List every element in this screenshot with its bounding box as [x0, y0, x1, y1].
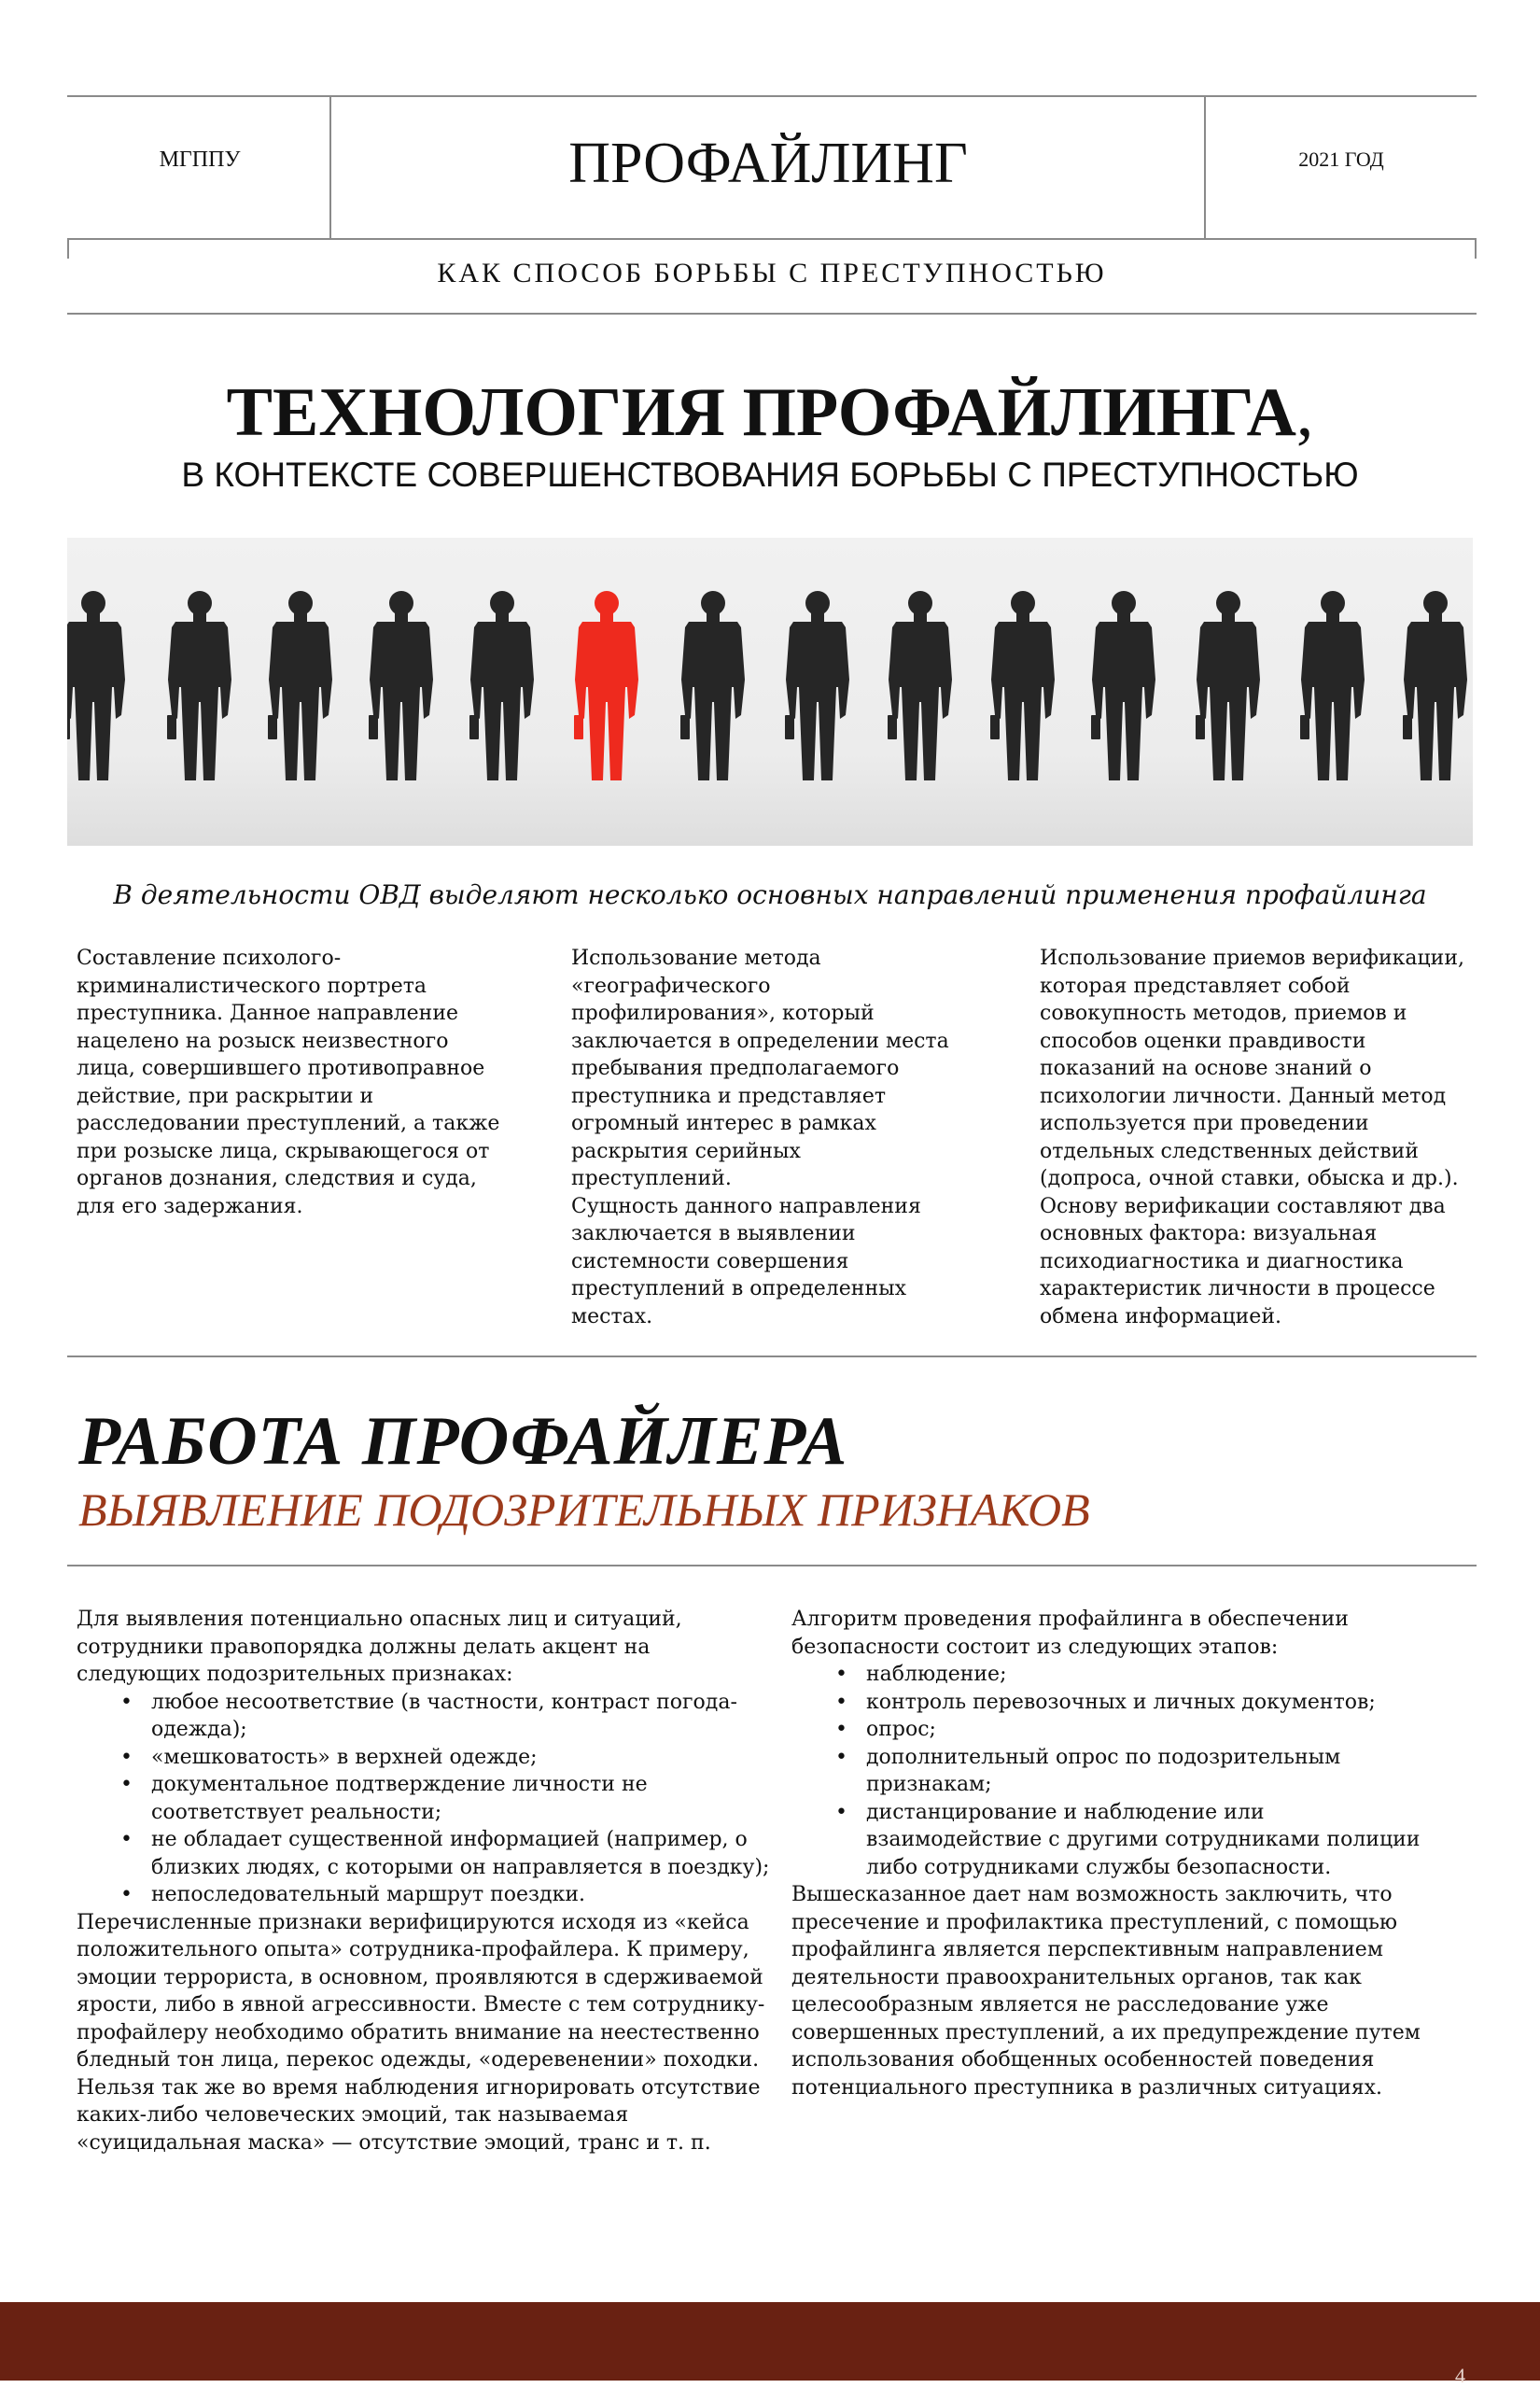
text-line: совершенных преступлений, а их предупреждение путем: [791, 2020, 1421, 2044]
text-line: раскрытия серийных преступлений.: [571, 1139, 801, 1190]
silhouette: [67, 591, 125, 780]
list-item: [866, 1744, 1482, 1799]
text-line: соответствует реальности;: [151, 1800, 442, 1824]
text-line: • документальное подтверждение личности не: [151, 1773, 648, 1796]
text-line: основных фактора: визуальная: [1040, 1222, 1378, 1245]
text-line: Перечисленные признаки верифицируются исходя из «кейса: [77, 1910, 749, 1934]
text-line: • опрос;: [866, 1718, 936, 1741]
masthead-subtitle-rule: [67, 313, 1477, 315]
text-line: деятельности правоохранительных органов, так как: [791, 1965, 1362, 1989]
text-line: близких людях, с которыми он направляется в поездку);: [151, 1855, 770, 1879]
text-line: заключается в выявлении: [571, 1222, 856, 1245]
text-line: способов оценки правдивости: [1040, 1029, 1366, 1053]
text-line: • любое несоответствие (в частности, контраст погода-: [151, 1690, 737, 1714]
text-line: • наблюдение;: [866, 1663, 1007, 1686]
headline-comma: ,: [1295, 374, 1314, 451]
text-line: положительного опыта» сотрудника-профайлера. К примеру,: [77, 1938, 749, 1961]
silhouette: [1403, 591, 1467, 780]
silhouette: [785, 591, 849, 780]
masthead-title: ПРОФАЙЛИНГ: [568, 132, 968, 195]
text-line: местах.: [571, 1304, 653, 1328]
list-item: [151, 1881, 786, 1909]
text-line: пребывания предполагаемого: [571, 1057, 900, 1080]
list-item: [151, 1744, 786, 1772]
text-line: преступника и представляет: [571, 1084, 887, 1108]
text-line: обмена информацией.: [1040, 1304, 1281, 1328]
list-item: [151, 1826, 786, 1881]
text-line: отдельных следственных действий: [1040, 1139, 1419, 1163]
section-divider-top: [67, 1356, 1477, 1357]
lead-sentence: В деятельности ОВД выделяют несколько основных направлений применения профайлинга: [113, 879, 1427, 910]
page-number: 4: [1455, 2364, 1465, 2387]
list-item: [151, 1771, 786, 1826]
list-item: [866, 1716, 1482, 1744]
footer-bar: [0, 2302, 1540, 2381]
text-line: «суицидальная маска» — отсутствие эмоций, транс и т. п.: [77, 2130, 711, 2155]
text-line: Использование метода: [571, 947, 821, 970]
text-line: целесообразным является не расследование уже: [791, 1993, 1329, 2016]
text-line: системности совершения: [571, 1249, 849, 1273]
section-title: РАБОТА ПРОФАЙЛЕРА: [78, 1403, 848, 1480]
text-line: лица, совершившего противоправное: [77, 1057, 485, 1080]
silhouette: [990, 591, 1055, 780]
text-line: используется при проведении: [1040, 1112, 1369, 1135]
silhouette: [1300, 591, 1365, 780]
year-label: 2021 ГОД: [1298, 147, 1384, 171]
section-subtitle: ВЫЯВЛЕНИЕ ПОДОЗРИТЕЛЬНЫХ ПРИЗНАКОВ: [78, 1483, 1090, 1536]
silhouette: [268, 591, 332, 780]
text-line: • «мешковатость» в верхней одежде;: [151, 1745, 538, 1769]
closing-paragraph: [77, 1909, 786, 2157]
silhouette: [680, 591, 745, 780]
text-line: каких-либо человеческих эмоций, так называемая: [77, 2103, 629, 2127]
list-item: [151, 1689, 786, 1744]
text-line: потенциального преступника в различных ситуациях.: [791, 2075, 1383, 2100]
text-line: показаний на основе знаний о: [1040, 1057, 1372, 1080]
text-line: нацелено на розыск неизвестного: [77, 1029, 449, 1053]
text-line: следующих подозрительных признаках:: [77, 1663, 513, 1686]
section-divider-bottom: [67, 1565, 1477, 1566]
text-line: Составление психолого-: [77, 947, 342, 970]
silhouette: [888, 591, 952, 780]
text-line: преступника. Данное направление: [77, 1002, 458, 1025]
text-line: эмоции террориста, в основном, проявляются в сдерживаемой: [77, 1965, 763, 1989]
text-line: Алгоритм проведения профайлинга в обеспечении: [791, 1608, 1349, 1631]
text-line: расследовании преступлений, а также: [77, 1112, 500, 1135]
text-line: огромный интерес в рамках: [571, 1112, 876, 1135]
silhouette: [1091, 591, 1155, 780]
text-line: Использование приемов верификации,: [1040, 947, 1464, 970]
text-line: ярости, либо в явной агрессивности. Вместе с тем сотруднику-: [77, 1993, 765, 2016]
list-item: [866, 1661, 1482, 1689]
text-line: «географического: [571, 974, 771, 998]
intro-paragraph: [77, 1606, 786, 1689]
masthead-bottom-rule: [67, 238, 1477, 240]
text-line: • дистанцирование и наблюдение или: [866, 1800, 1265, 1824]
column-verification: [1040, 945, 1478, 1330]
text-line: профилирования», который: [571, 1002, 875, 1025]
text-line: • непоследовательный маршрут поездки.: [151, 1883, 586, 1906]
suspicious-signs-text: [77, 1606, 786, 2156]
masthead-edge-left: [67, 238, 69, 259]
column-psych-portrait: [77, 945, 525, 1220]
text-line: заключается в определении места: [571, 1029, 949, 1053]
text-line: • дополнительный опрос по подозрительным: [866, 1745, 1341, 1769]
text-line: Вышесказанное дает нам возможность заключить, что: [791, 1883, 1393, 1906]
masthead-top-rule: [67, 95, 1477, 97]
text-line: действие, при раскрытии и: [77, 1084, 374, 1108]
text-line: Основу верификации составляют два: [1040, 1194, 1446, 1218]
bullet-list: [791, 1661, 1482, 1881]
text-line: (допроса, очной ставки, обыска и др.).: [1040, 1167, 1459, 1190]
hero-image: [67, 538, 1473, 846]
masthead-subtitle: КАК СПОСОБ БОРЬБЫ С ПРЕСТУПНОСТЬЮ: [437, 258, 1107, 288]
profiling-algorithm-text: [791, 1606, 1482, 2101]
silhouette: [167, 591, 231, 780]
text-line: характеристик личности в процессе: [1040, 1277, 1435, 1300]
text-line: Сущность данного направления: [571, 1194, 921, 1218]
text-line: при розыске лица, скрывающегося от: [77, 1139, 490, 1163]
text-line: преступлений в определенных: [571, 1277, 907, 1300]
text-line: использования обобщенных особенностей поведения: [791, 2048, 1375, 2072]
text-line: психодиагностика и диагностика: [1040, 1249, 1404, 1273]
text-line: Нельзя так же во время наблюдения игнорировать отсутствие: [77, 2075, 761, 2100]
text-line: совокупность методов, приемов и: [1040, 1002, 1407, 1025]
page-subheadline: В КОНТЕКСТЕ СОВЕРШЕНСТВОВАНИЯ БОРЬБЫ С ПРЕСТУПНОСТЬЮ: [181, 456, 1359, 494]
text-line: взаимодействие с другими сотрудниками полиции: [866, 1828, 1421, 1851]
closing-paragraph: [791, 1881, 1482, 2101]
text-line: криминалистического портрета: [77, 974, 427, 998]
text-line: признакам;: [866, 1773, 992, 1796]
headline-main: ТЕХНОЛОГИЯ ПРОФАЙЛИНГА: [226, 374, 1296, 451]
text-line: профайлинга является перспективным направлением: [791, 1938, 1383, 1961]
list-item: [866, 1799, 1482, 1882]
text-line: • контроль перевозочных и личных документов;: [866, 1690, 1376, 1714]
page-headline: [0, 373, 1540, 453]
silhouette: [469, 591, 534, 780]
text-line: которая представляет собой: [1040, 974, 1351, 998]
text-line: профайлеру необходимо обратить внимание на неестественно: [77, 2020, 760, 2044]
text-line: одежда);: [151, 1718, 247, 1741]
text-line: органов дознания, следствия и суда,: [77, 1167, 477, 1190]
silhouette: [369, 591, 433, 780]
masthead-edge-right: [1475, 238, 1477, 259]
text-line: бледный тон лица, перекос одежды, «одеревенении» походки.: [77, 2048, 760, 2072]
highlighted-silhouette: [574, 591, 638, 780]
list-item: [866, 1689, 1482, 1717]
silhouette-row-illustration: [67, 538, 1473, 846]
text-line: сотрудники правопорядка должны делать акцент на: [77, 1635, 651, 1659]
text-line: • не обладает существенной информацией (например, о: [151, 1828, 748, 1851]
institution-label: МГППУ: [159, 147, 241, 172]
text-line: безопасности состоит из следующих этапов:: [791, 1635, 1279, 1659]
bullet-list: [77, 1689, 786, 1909]
text-line: пресечение и профилактика преступлений, с помощью: [791, 1910, 1398, 1934]
intro-paragraph: [791, 1606, 1482, 1661]
text-line: либо сотрудниками службы безопасности.: [866, 1855, 1332, 1879]
silhouette: [1196, 591, 1260, 780]
text-line: для его задержания.: [77, 1194, 303, 1218]
column-geo-profiling: [571, 945, 963, 1330]
text-line: Для выявления потенциально опасных лиц и ситуаций,: [77, 1608, 682, 1631]
text-line: психологии личности. Данный метод: [1040, 1084, 1447, 1108]
